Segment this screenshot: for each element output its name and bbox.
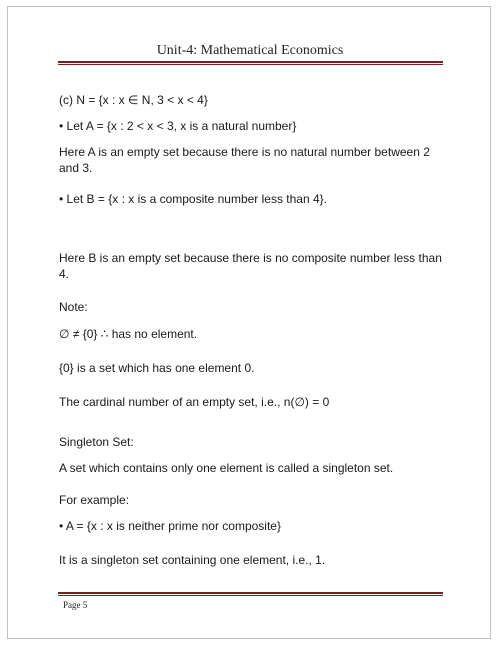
footer-rule-thick [58,592,443,594]
text-line: A set which contains only one element is called a singleton set. [59,461,394,475]
text-line: {0} is a set which has one element 0. [59,361,255,375]
page-header-title: Unit-4: Mathematical Economics [156,43,344,58]
text-line: It is a singleton set containing one element, i.e., 1. [59,553,326,567]
footer-rule-thin [58,595,443,596]
page-number: Page 5 [63,600,88,610]
text-line: • Let A = {x : 2 < x < 3, x is a natural number} [59,119,297,133]
text-line: ∅ ≠ {0} ∴ has no element. [59,327,198,341]
text-line: • Let B = {x : x is a composite number less than 4}. [59,192,328,206]
text-line: For example: [59,493,130,507]
text-line: The cardinal number of an empty set, i.e., n(∅) = 0 [59,395,330,409]
text-paragraph: Here B is an empty set because there is no composite number less than 4. [59,251,442,281]
header-rule-thick [58,61,443,63]
section-heading: Singleton Set: [59,435,134,449]
text-line: • A = {x : x is neither prime nor composite} [59,519,281,533]
text-paragraph: Here A is an empty set because there is no natural number between 2 and 3. [59,145,430,175]
header-rule-thin [58,64,443,65]
text-line: (c) N = {x : x ∈ N, 3 < x < 4} [59,93,208,107]
note-heading: Note: [59,300,88,314]
